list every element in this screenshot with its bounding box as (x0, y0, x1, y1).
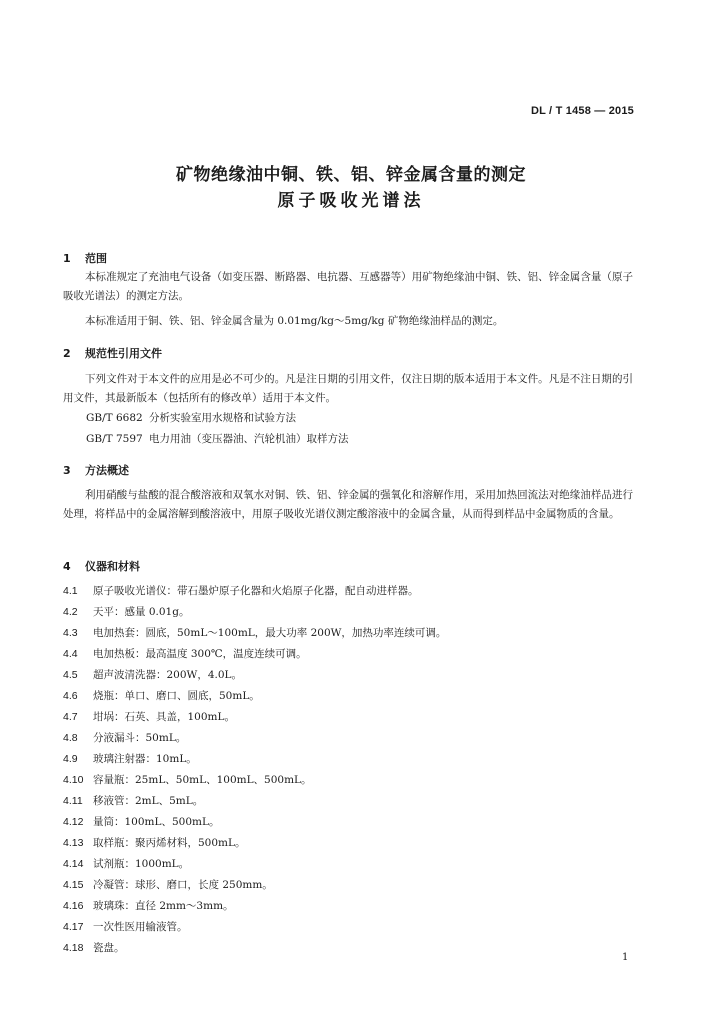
item-number: 4.16 (63, 900, 84, 912)
reference-title: 分析实验室用水规格和试验方法 (149, 412, 296, 424)
item-text: 原子吸收光谱仪：带石墨炉原子化器和火焰原子化器，配自动进样器。 (93, 585, 419, 597)
section-title: 范围 (85, 252, 107, 265)
document-title-line-2: 原子吸收光谱法 (277, 191, 425, 211)
section-number: 3 (63, 464, 71, 477)
item-text: 瓷盘。 (93, 942, 125, 954)
apparatus-item (63, 709, 235, 724)
item-number: 4.3 (63, 627, 78, 639)
apparatus-item (63, 688, 260, 703)
item-text: 冷凝管：球形、磨口，长度 250mm。 (93, 879, 273, 891)
standard-code: DL / T 1458 — 2015 (530, 105, 634, 117)
item-text: 天平：感量 0.01g。 (93, 606, 190, 618)
item-number: 4.10 (63, 774, 84, 786)
item-number: 4.1 (63, 585, 78, 597)
reference-title: 电力用油（变压器油、汽轮机油）取样方法 (149, 433, 349, 445)
apparatus-item (63, 751, 197, 766)
apparatus-item (63, 919, 188, 934)
apparatus-item (63, 667, 242, 682)
item-text: 烧瓶：单口、磨口、圆底，50mL。 (93, 690, 260, 702)
section-heading-scope (63, 250, 107, 266)
item-number: 4.14 (63, 858, 84, 870)
item-text: 玻璃注射器：10mL。 (93, 753, 197, 765)
section-number: 1 (63, 252, 71, 265)
item-text: 容量瓶：25mL、50mL、100mL、500mL。 (93, 774, 312, 786)
item-text: 超声波清洗器：200W，4.0L。 (93, 669, 243, 681)
apparatus-item (63, 646, 307, 661)
section-heading-normative-references (63, 345, 162, 361)
references-paragraph: 下列文件对于本文件的应用是必不可少的。凡是注日期的引用文件，仅注日期的版本适用于本文件。凡是不注日期的引用文件，其最新版本（包括所有的修改单）适用于本文件。 (63, 373, 633, 404)
apparatus-item (63, 856, 189, 871)
section-title: 规范性引用文件 (85, 347, 162, 360)
item-number: 4.11 (63, 795, 83, 807)
item-number: 4.12 (63, 816, 84, 828)
apparatus-item (63, 583, 419, 598)
item-text: 移液管：2mL、5mL。 (93, 795, 204, 807)
section-heading-apparatus-materials (63, 558, 140, 574)
reference-code: GB/T 7597 (86, 433, 143, 445)
item-number: 4.4 (63, 648, 78, 660)
scope-paragraph-1: 本标准规定了充油电气设备（如变压器、断路器、电抗器、互感器等）用矿物绝缘油中铜、铁、铝、锌金属含量（原子吸收光谱法）的测定方法。 (63, 271, 633, 302)
method-overview-paragraph: 利用硝酸与盐酸的混合酸溶液和双氧水对铜、铁、铝、锌金属的强氧化和溶解作用，采用加热回流法对绝缘油样品进行处理，将样品中的金属溶解到酸溶液中，用原子吸收光谱仪测定酸溶液中的金属含量，从而得到样品中金属物质的含量。 (63, 489, 633, 520)
apparatus-item (63, 814, 219, 829)
reference-entry (86, 410, 296, 425)
item-number: 4.8 (63, 732, 78, 744)
item-text: 试剂瓶：1000mL。 (93, 858, 190, 870)
apparatus-item (63, 625, 446, 640)
item-text: 分液漏斗：50mL。 (93, 732, 187, 744)
item-text: 取样瓶：聚丙烯材料，500mL。 (93, 837, 246, 849)
section-number: 2 (63, 347, 71, 360)
item-text: 坩埚：石英、具盖，100mL。 (93, 711, 235, 723)
reference-code: GB/T 6682 (86, 412, 143, 424)
item-number: 4.6 (63, 690, 78, 702)
item-text: 量筒：100mL、500mL。 (93, 816, 220, 828)
section-number: 4 (63, 560, 71, 573)
scope-paragraph-2: 本标准适用于铜、铁、铝、锌金属含量为 0.01mg/kg～5mg/kg 矿物绝缘油样品的测定。 (85, 315, 504, 327)
page-number: 1 (622, 952, 629, 963)
document-title-line-1: 矿物绝缘油中铜、铁、铝、锌金属含量的测定 (176, 165, 526, 185)
apparatus-item (63, 877, 273, 892)
item-text: 玻璃珠：直径 2mm～3mm。 (93, 900, 234, 912)
item-number: 4.13 (63, 837, 84, 849)
apparatus-item (63, 940, 125, 955)
item-number: 4.18 (63, 942, 84, 954)
apparatus-item (63, 793, 203, 808)
section-title: 仪器和材料 (85, 560, 140, 573)
section-heading-method-overview (63, 462, 129, 478)
item-number: 4.9 (63, 753, 78, 765)
reference-entry (86, 431, 349, 446)
apparatus-item (63, 730, 186, 745)
item-number: 4.7 (63, 711, 78, 723)
item-text: 电加热板：最高温度 300℃，温度连续可调。 (93, 648, 307, 660)
item-text: 电加热套：圆底，50mL～100mL，最大功率 200W，加热功率连续可调。 (93, 627, 447, 639)
item-text: 一次性医用输液管。 (93, 921, 188, 933)
item-number: 4.15 (63, 879, 84, 891)
apparatus-item (63, 835, 245, 850)
apparatus-item (63, 772, 312, 787)
apparatus-item (63, 604, 189, 619)
item-number: 4.17 (63, 921, 84, 933)
section-title: 方法概述 (85, 464, 129, 477)
apparatus-item (63, 898, 234, 913)
item-number: 4.2 (63, 606, 78, 618)
item-number: 4.5 (63, 669, 78, 681)
